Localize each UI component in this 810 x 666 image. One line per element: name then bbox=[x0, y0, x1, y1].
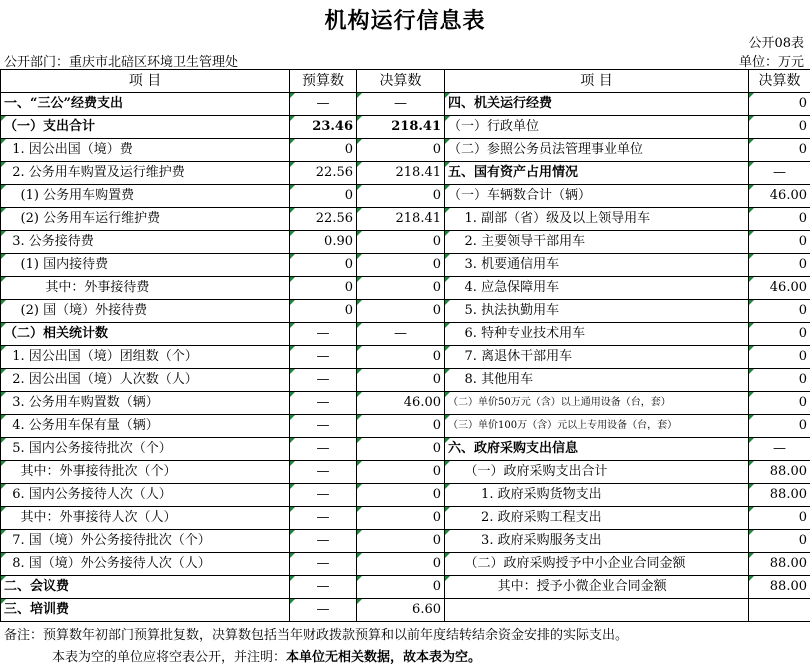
budget-cell: — bbox=[290, 507, 357, 530]
right-final-cell: 0 bbox=[749, 254, 810, 277]
final-cell: — bbox=[357, 323, 445, 346]
right-final-cell: 0 bbox=[749, 116, 810, 139]
left-item-cell: 二、会议费 bbox=[1, 576, 290, 599]
budget-cell: — bbox=[290, 553, 357, 576]
right-item-cell: 5. 执法执勤用车 bbox=[445, 300, 749, 323]
budget-cell: 22.56 bbox=[290, 208, 357, 231]
table-row bbox=[1, 208, 810, 231]
right-final-cell: 0 bbox=[749, 369, 810, 392]
right-final-cell: 88.00 bbox=[749, 576, 810, 599]
left-item-cell: 2. 因公出国（境）人次数（人） bbox=[1, 369, 290, 392]
table-row bbox=[1, 576, 810, 599]
header-final: 决算数 bbox=[357, 70, 445, 93]
budget-cell: — bbox=[290, 484, 357, 507]
final-cell: 0 bbox=[357, 139, 445, 162]
left-item-cell: 其中：外事接待费 bbox=[1, 277, 290, 300]
department-label: 公开部门：重庆市北碚区环境卫生管理处 bbox=[4, 55, 239, 70]
left-item-cell: 其中：外事接待人次（人） bbox=[1, 507, 290, 530]
table-row bbox=[1, 139, 810, 162]
left-item-cell: 3. 公务用车购置数（辆） bbox=[1, 392, 290, 415]
left-item-cell: (2) 国（境）外接待费 bbox=[1, 300, 290, 323]
table-row bbox=[1, 392, 810, 415]
right-item-cell: 3. 机要通信用车 bbox=[445, 254, 749, 277]
final-cell: 0 bbox=[357, 346, 445, 369]
table-row bbox=[1, 185, 810, 208]
right-item-cell: （一）行政单位 bbox=[445, 116, 749, 139]
left-item-cell: 1. 因公出国（境）费 bbox=[1, 139, 290, 162]
left-item-cell: (1) 国内接待费 bbox=[1, 254, 290, 277]
budget-cell: 0 bbox=[290, 277, 357, 300]
right-item-cell: 7. 离退休干部用车 bbox=[445, 346, 749, 369]
final-cell: 0 bbox=[357, 185, 445, 208]
table-row bbox=[1, 254, 810, 277]
right-final-cell: 46.00 bbox=[749, 185, 810, 208]
note-remark: 备注：预算数年初部门预算批复数，决算数包括当年财政拨款预算和以前年度结转结余资金安排的实际支出。 bbox=[4, 628, 629, 643]
final-cell: — bbox=[357, 93, 445, 116]
right-item-cell: 五、国有资产占用情况 bbox=[445, 162, 749, 185]
budget-cell: — bbox=[290, 93, 357, 116]
table-row bbox=[1, 507, 810, 530]
right-final-cell: 0 bbox=[749, 208, 810, 231]
right-item-cell: （二）政府采购授予中小企业合同金额 bbox=[445, 553, 749, 576]
right-item-cell: 6. 特种专业技术用车 bbox=[445, 323, 749, 346]
right-final-cell: 46.00 bbox=[749, 277, 810, 300]
unit-label: 单位：万元 bbox=[738, 55, 804, 70]
header-budget: 预算数 bbox=[290, 70, 357, 93]
table-row bbox=[1, 415, 810, 438]
left-item-cell: 5. 国内公务接待批次（个） bbox=[1, 438, 290, 461]
left-item-cell: 其中：外事接待批次（个） bbox=[1, 461, 290, 484]
left-item-cell: 8. 国（境）外公务接待人次（人） bbox=[1, 553, 290, 576]
table-row bbox=[1, 438, 810, 461]
final-cell: 46.00 bbox=[357, 392, 445, 415]
left-item-cell: (2) 公务用车运行维护费 bbox=[1, 208, 290, 231]
right-item-cell: 3. 政府采购服务支出 bbox=[445, 530, 749, 553]
final-cell: 218.41 bbox=[357, 208, 445, 231]
table-row bbox=[1, 553, 810, 576]
final-cell: 6.60 bbox=[357, 599, 445, 622]
right-final-cell: — bbox=[749, 438, 810, 461]
left-item-cell: （二）相关统计数 bbox=[1, 323, 290, 346]
budget-cell: — bbox=[290, 369, 357, 392]
final-cell: 0 bbox=[357, 576, 445, 599]
right-item-cell: （三）单价100万（含）元以上专用设备（台，套） bbox=[445, 415, 749, 438]
table-row bbox=[1, 231, 810, 254]
final-cell: 0 bbox=[357, 415, 445, 438]
right-final-cell: 88.00 bbox=[749, 553, 810, 576]
note-empty-prefix: 本表为空的单位应将空表公开，并注明： bbox=[52, 650, 287, 665]
final-cell: 0 bbox=[357, 254, 445, 277]
final-cell: 0 bbox=[357, 484, 445, 507]
right-final-cell: 0 bbox=[749, 323, 810, 346]
table-row bbox=[1, 484, 810, 507]
budget-cell: 0.90 bbox=[290, 231, 357, 254]
left-item-cell: 三、培训费 bbox=[1, 599, 290, 622]
table-row bbox=[1, 599, 810, 622]
right-item-cell: 其中：授予小微企业合同金额 bbox=[445, 576, 749, 599]
budget-cell: 22.56 bbox=[290, 162, 357, 185]
budget-cell: 0 bbox=[290, 139, 357, 162]
table-body bbox=[1, 93, 810, 622]
header-left-item: 项 目 bbox=[1, 70, 290, 93]
header-row bbox=[1, 70, 810, 93]
right-final-cell: 0 bbox=[749, 139, 810, 162]
table-row bbox=[1, 277, 810, 300]
right-item-cell: 8. 其他用车 bbox=[445, 369, 749, 392]
table-row bbox=[1, 461, 810, 484]
budget-cell: — bbox=[290, 599, 357, 622]
right-final-cell: 0 bbox=[749, 507, 810, 530]
right-item-cell bbox=[445, 599, 749, 622]
left-item-cell: (1) 公务用车购置费 bbox=[1, 185, 290, 208]
table-row bbox=[1, 300, 810, 323]
final-cell: 218.41 bbox=[357, 162, 445, 185]
budget-cell: — bbox=[290, 461, 357, 484]
budget-cell: — bbox=[290, 438, 357, 461]
left-item-cell: 7. 国（境）外公务接待批次（个） bbox=[1, 530, 290, 553]
final-cell: 218.41 bbox=[357, 116, 445, 139]
left-item-cell: 一、“三公”经费支出 bbox=[1, 93, 290, 116]
right-final-cell: 0 bbox=[749, 392, 810, 415]
right-item-cell: （一）政府采购支出合计 bbox=[445, 461, 749, 484]
table-row bbox=[1, 530, 810, 553]
budget-cell: 23.46 bbox=[290, 116, 357, 139]
table-row bbox=[1, 116, 810, 139]
final-cell: 0 bbox=[357, 553, 445, 576]
final-cell: 0 bbox=[357, 530, 445, 553]
right-final-cell bbox=[749, 599, 810, 622]
left-item-cell: 2. 公务用车购置及运行维护费 bbox=[1, 162, 290, 185]
budget-cell: 0 bbox=[290, 185, 357, 208]
right-item-cell: 四、机关运行经费 bbox=[445, 93, 749, 116]
final-cell: 0 bbox=[357, 369, 445, 392]
budget-cell: 0 bbox=[290, 254, 357, 277]
left-item-cell: 4. 公务用车保有量（辆） bbox=[1, 415, 290, 438]
left-item-cell: 6. 国内公务接待人次（人） bbox=[1, 484, 290, 507]
budget-cell: — bbox=[290, 323, 357, 346]
table-row bbox=[1, 323, 810, 346]
right-final-cell: 88.00 bbox=[749, 484, 810, 507]
final-cell: 0 bbox=[357, 438, 445, 461]
right-item-cell: 2. 主要领导干部用车 bbox=[445, 231, 749, 254]
info-table bbox=[0, 69, 810, 622]
right-final-cell: 88.00 bbox=[749, 461, 810, 484]
budget-cell: — bbox=[290, 392, 357, 415]
table-row bbox=[1, 346, 810, 369]
left-item-cell: （一）支出合计 bbox=[1, 116, 290, 139]
final-cell: 0 bbox=[357, 277, 445, 300]
header-right-final: 决算数 bbox=[749, 70, 810, 93]
budget-cell: — bbox=[290, 346, 357, 369]
note-empty-table bbox=[52, 646, 481, 665]
final-cell: 0 bbox=[357, 461, 445, 484]
right-item-cell: （一）车辆数合计（辆） bbox=[445, 185, 749, 208]
budget-cell: — bbox=[290, 415, 357, 438]
table-code: 公开08表 bbox=[748, 36, 804, 51]
right-item-cell: 1. 政府采购货物支出 bbox=[445, 484, 749, 507]
right-final-cell: 0 bbox=[749, 93, 810, 116]
budget-cell: — bbox=[290, 530, 357, 553]
left-item-cell: 1. 因公出国（境）团组数（个） bbox=[1, 346, 290, 369]
right-final-cell: — bbox=[749, 162, 810, 185]
table-row bbox=[1, 93, 810, 116]
table-title: 机构运行信息表 bbox=[324, 8, 486, 34]
budget-cell: 0 bbox=[290, 300, 357, 323]
right-final-cell: 0 bbox=[749, 231, 810, 254]
right-final-cell: 0 bbox=[749, 415, 810, 438]
header-right-item: 项 目 bbox=[445, 70, 749, 93]
final-cell: 0 bbox=[357, 300, 445, 323]
note-empty-bold: 本单位无相关数据，故本表为空。 bbox=[286, 650, 482, 665]
right-final-cell: 0 bbox=[749, 530, 810, 553]
final-cell: 0 bbox=[357, 507, 445, 530]
left-item-cell: 3. 公务接待费 bbox=[1, 231, 290, 254]
right-item-cell: （二）参照公务员法管理事业单位 bbox=[445, 139, 749, 162]
right-item-cell: 1. 副部（省）级及以上领导用车 bbox=[445, 208, 749, 231]
right-item-cell: 2. 政府采购工程支出 bbox=[445, 507, 749, 530]
right-item-cell: （二）单价50万元（含）以上通用设备（台，套） bbox=[445, 392, 749, 415]
right-item-cell: 六、政府采购支出信息 bbox=[445, 438, 749, 461]
right-final-cell: 0 bbox=[749, 346, 810, 369]
final-cell: 0 bbox=[357, 231, 445, 254]
right-item-cell: 4. 应急保障用车 bbox=[445, 277, 749, 300]
table-row bbox=[1, 369, 810, 392]
budget-cell: — bbox=[290, 576, 357, 599]
table-row bbox=[1, 162, 810, 185]
right-final-cell: 0 bbox=[749, 300, 810, 323]
